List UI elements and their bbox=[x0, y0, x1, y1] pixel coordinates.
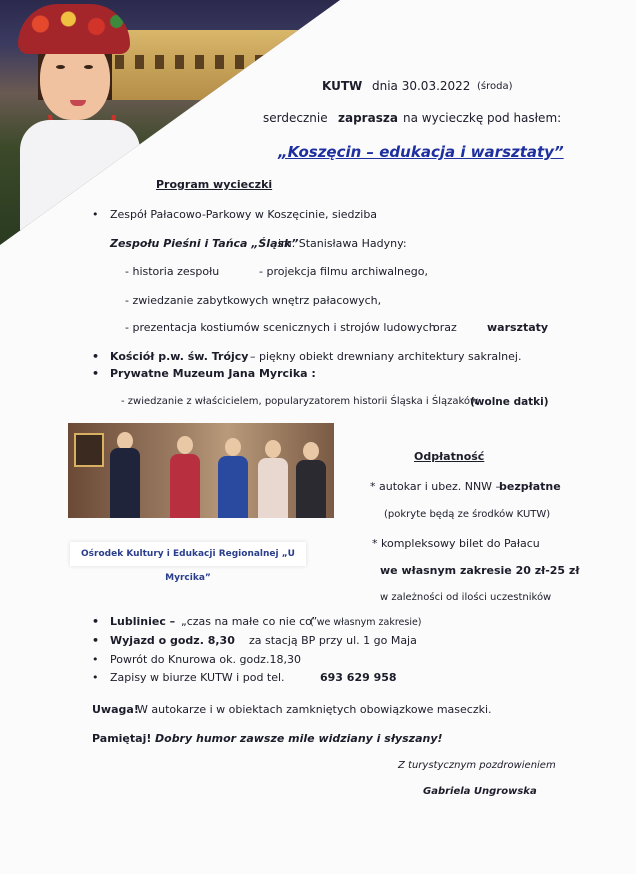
detail-interiors: - zwiedzanie zabytkowych wnętrz pałacowych, bbox=[125, 294, 382, 307]
trip-day: (środa) bbox=[477, 81, 513, 92]
note-humor: Dobry humor zawsze mile widziany i słyszany! bbox=[155, 732, 443, 745]
ensemble-name: Zespołu Pieśni i Tańca „Śląsk” bbox=[110, 237, 299, 250]
detail-costumes: - prezentacja kostiumów scenicznych i strojów ludowych bbox=[125, 321, 436, 334]
flower-crown bbox=[18, 4, 130, 54]
note-warning-label: Uwaga! bbox=[92, 703, 139, 716]
payment-price: we własnym zakresie 20 zł-25 zł bbox=[380, 564, 580, 577]
trip-date: dnia 30.03.2022 bbox=[372, 79, 471, 93]
payment-bus: * autokar i ubez. NNW – bbox=[370, 480, 502, 493]
payment-covered: (pokryte będą ze środków KUTW) bbox=[384, 509, 551, 520]
program-item-museum: • Prywatne Muzeum Jana Myrcika : bbox=[110, 367, 316, 380]
photo-caption: Ośrodek Kultury i Edukacji Regionalnej „U Myrcika” bbox=[70, 542, 306, 566]
church-description: – piękny obiekt drewniany architektury sakralnej. bbox=[250, 350, 522, 363]
stop-snack: „czas na małe co nie co” bbox=[181, 615, 318, 628]
signup-info: • Zapisy w biurze KUTW i pod tel. bbox=[110, 671, 285, 684]
signature-name: Gabriela Ungrowska bbox=[423, 786, 537, 797]
museum-donations: (wolne datki) bbox=[470, 396, 549, 408]
note-masks: W autokarze i w obiektach zamkniętych obowiązkowe maseczki. bbox=[137, 703, 492, 716]
payment-heading: Odpłatność bbox=[414, 450, 485, 463]
departure-place: za stacją BP przy ul. 1 go Maja bbox=[249, 634, 417, 647]
stop-lubliniec: • Lubliniec – bbox=[110, 615, 175, 628]
invite-bold: zaprasza bbox=[338, 111, 398, 125]
signup-phone: 693 629 958 bbox=[320, 671, 397, 684]
departure-time: • Wyjazd o godz. 8,30 bbox=[110, 634, 235, 647]
museum-costumes-photo bbox=[68, 423, 334, 518]
note-remember-label: Pamiętaj! bbox=[92, 732, 152, 745]
program-item-church: • Kościół p.w. św. Trójcy bbox=[110, 350, 248, 363]
invite-pre: serdecznie bbox=[263, 111, 328, 125]
stop-own-cost: ( we własnym zakresie) bbox=[310, 617, 422, 628]
closing-greeting: Z turystycznym pozdrowieniem bbox=[398, 760, 556, 771]
detail-oraz: oraz bbox=[433, 321, 457, 334]
payment-free: bezpłatne bbox=[499, 480, 561, 493]
program-heading: Program wycieczki bbox=[156, 178, 273, 191]
museum-visit: - zwiedzanie z właścicielem, popularyzatorem historii Śląska i Ślązaków bbox=[121, 396, 479, 407]
return-time: • Powrót do Knurowa ok. godz.18,30 bbox=[110, 653, 301, 666]
detail-film: - projekcja filmu archiwalnego, bbox=[259, 265, 429, 278]
org-name: KUTW bbox=[322, 79, 363, 93]
payment-ticket: * kompleksowy bilet do Pałacu bbox=[372, 537, 540, 550]
ensemble-patron: im. Stanisława Hadyny: bbox=[278, 237, 407, 250]
program-item-palace: • Zespół Pałacowo-Parkowy w Koszęcinie, siedziba bbox=[110, 208, 377, 221]
trip-slogan: „Koszęcin – edukacja i warsztaty” bbox=[278, 143, 564, 161]
payment-depends: w zależności od ilości uczestników bbox=[380, 592, 552, 603]
invite-post: na wycieczkę pod hasłem: bbox=[403, 111, 562, 125]
detail-workshops: warsztaty bbox=[487, 321, 549, 334]
detail-history: - historia zespołu bbox=[125, 265, 220, 278]
